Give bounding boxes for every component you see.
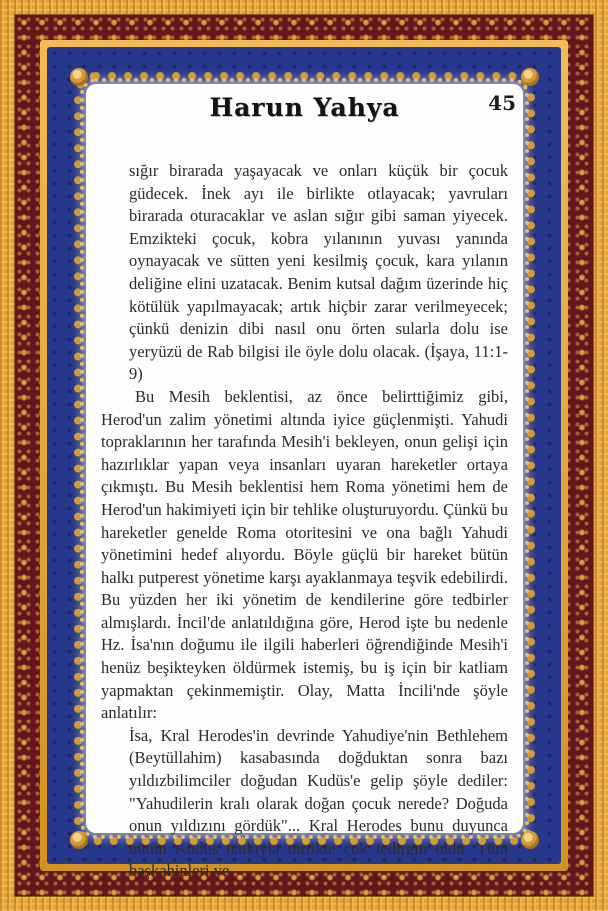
page-title: Harun Yahya — [209, 93, 400, 122]
content-panel — [86, 84, 523, 881]
quote-block: İsa, Kral Herodes'in devrinde Yahudiye'nin Bethlehem (Beytüllahim) kasabasında doğduktan sonra bazı yıldızbilimciler doğudan Kudüs'e gelip şöyle dediler: "Yahudilerin kralı olarak doğan çocuk nerede? Doğuda onun yıldızını gördük"... Kral Herodes bunu duyunca bütün Kudüs halkıyla birlikte çok tedirgin oldu. Tüm başkahinleri ve — [129, 725, 508, 881]
quote-block: sığır birarada yaşayacak ve onları küçük bir çocuk güdecek. İnek ayı ile birlikte otlayacak; yavruları birarada oturacaklar ve aslan sığır gibi saman yiyecek. Emzikteki çocuk, kobra yılanının yuvası yanında oynayacak ve sütten yeni kesilmiş çocuk, kara yılanın deliğine elini uzatacak. Benim kutsal dağım üzerinde hiç kötülük yapılmayacak; artık hiçbir zarar verilmeyecek; çünkü denizin dibi nasıl onu örten sularla dolu ise yeryüzü de Rab bilgisi ile öyle dolu olacak. (İşaya, 11:1-9) — [129, 161, 508, 384]
paragraph: Bu Mesih beklentisi, az önce belirttiğimiz gibi, Herod'un zalim yönetimi altında iyice güçlenmişti. Yahudi topraklarının her tarafında Mesih'i bekleyen, onun gelişi için hazırlıklar yapan veya insanları uyaran hareketler ortaya çıkmıştı. Bu Mesih beklentisi hem Roma yönetimi hem de Herod'un hakimiyeti için bir tehlike oluşturuyordu. Çünkü bu hareketler genelde Roma otoritesini ve ona bağlı Yahudi yönetimini hedef alıyordu. Böyle güçlü bir hareket bütün halkı putperest yönetime karşı ayaklanmaya teşvik edebilirdi. Bu yüzden her iki yönetim de kendilerine göre tedbirler almışlardı. İncil'de anlatıldığına göre, Herod işte bu nedenle Hz. İsa'nın doğumu ile ilgili haberleri öğrendiğinde Mesih'i henüz beşikteyken öldürmek istemiş, bu iş için bir katliam yapmaktan çekinmemiştir. Olay, Matta İncili'nde şöyle anlatılır: — [101, 386, 508, 723]
page-number: 45 — [488, 91, 516, 115]
page-header — [86, 84, 523, 132]
body-text — [101, 160, 508, 883]
